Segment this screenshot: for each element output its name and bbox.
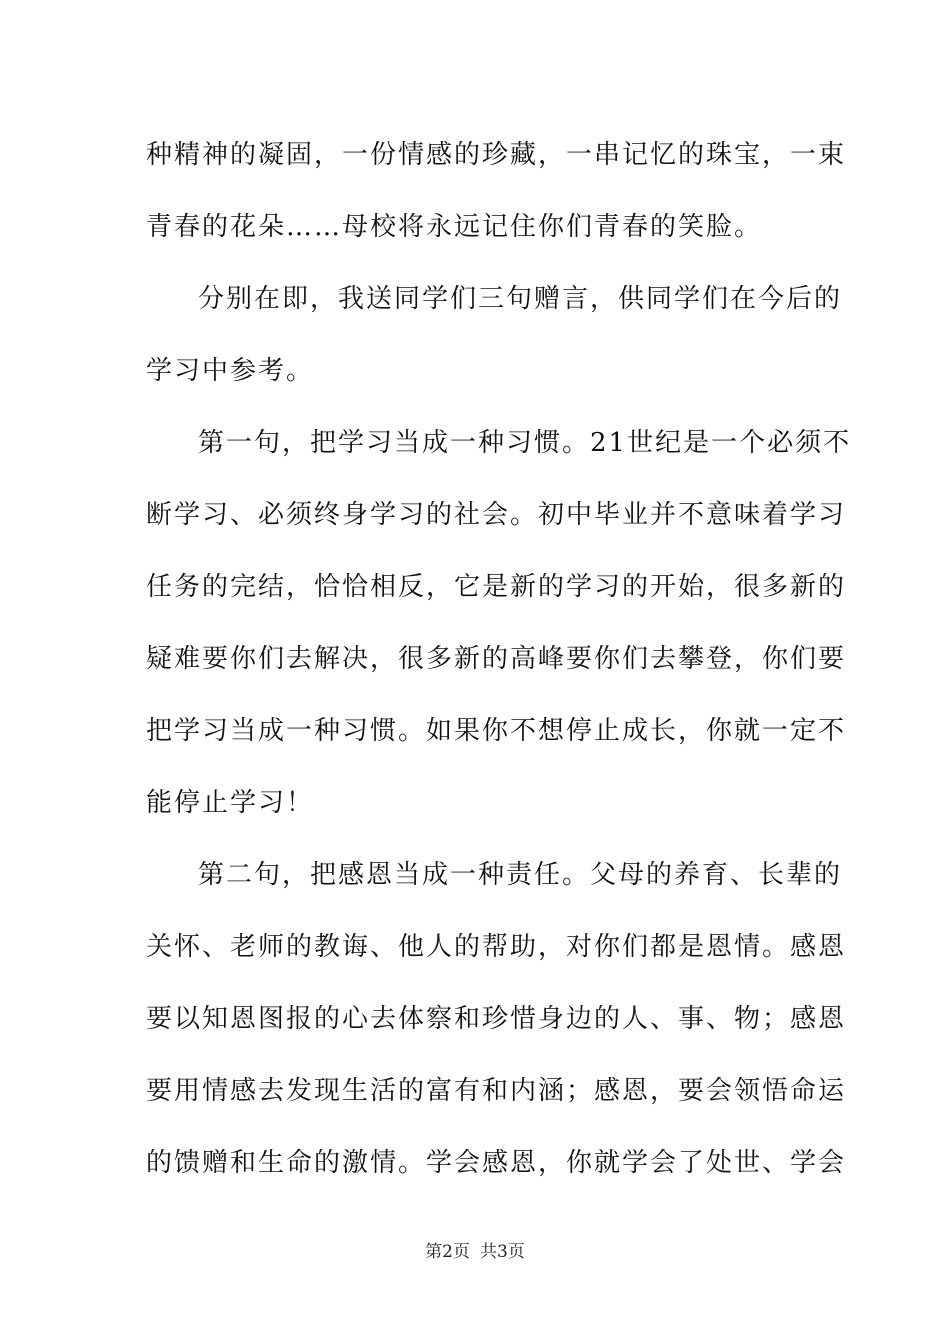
page-number: 第2页 — [425, 1242, 470, 1262]
text-line: 要用情感去发现生活的富有和内涵；感恩，要会领悟命运 — [146, 1076, 847, 1106]
page-footer — [0, 1240, 950, 1264]
text-line: 要以知恩图报的心去体察和珍惜身边的人、事、物；感恩 — [146, 1004, 847, 1034]
text-line: 第二句，把感恩当成一种责任。父母的养育、长辈的 — [198, 860, 843, 890]
page-total: 共3页 — [480, 1242, 525, 1262]
text-line: 的馈赠和生命的激情。学会感恩，你就学会了处世、学会 — [146, 1148, 847, 1178]
text-line: 关怀、老师的教诲、他人的帮助，对你们都是恩情。感恩 — [146, 932, 847, 962]
text-line: 学习中参考。 — [146, 356, 315, 386]
text-line: 种精神的凝固，一份情感的珍藏，一串记忆的珠宝，一束 — [146, 140, 847, 170]
text-line: 把学习当成一种习惯。如果你不想停止成长，你就一定不 — [146, 716, 847, 746]
text-line: 分别在即，我送同学们三句赠言，供同学们在今后的 — [198, 284, 843, 314]
text-line: 青春的花朵……母校将永远记住你们青春的笑脸。 — [146, 212, 763, 242]
text-line: 断学习、必须终身学习的社会。初中毕业并不意味着学习 — [146, 500, 847, 530]
text-line: 能停止学习！ — [146, 788, 315, 818]
text-line: 任务的完结，恰恰相反，它是新的学习的开始，很多新的 — [146, 572, 847, 602]
text-line: 第一句，把学习当成一种习惯。21世纪是一个必须不 — [198, 428, 852, 458]
text-line: 疑难要你们去解决，很多新的高峰要你们去攀登，你们要 — [146, 644, 847, 674]
